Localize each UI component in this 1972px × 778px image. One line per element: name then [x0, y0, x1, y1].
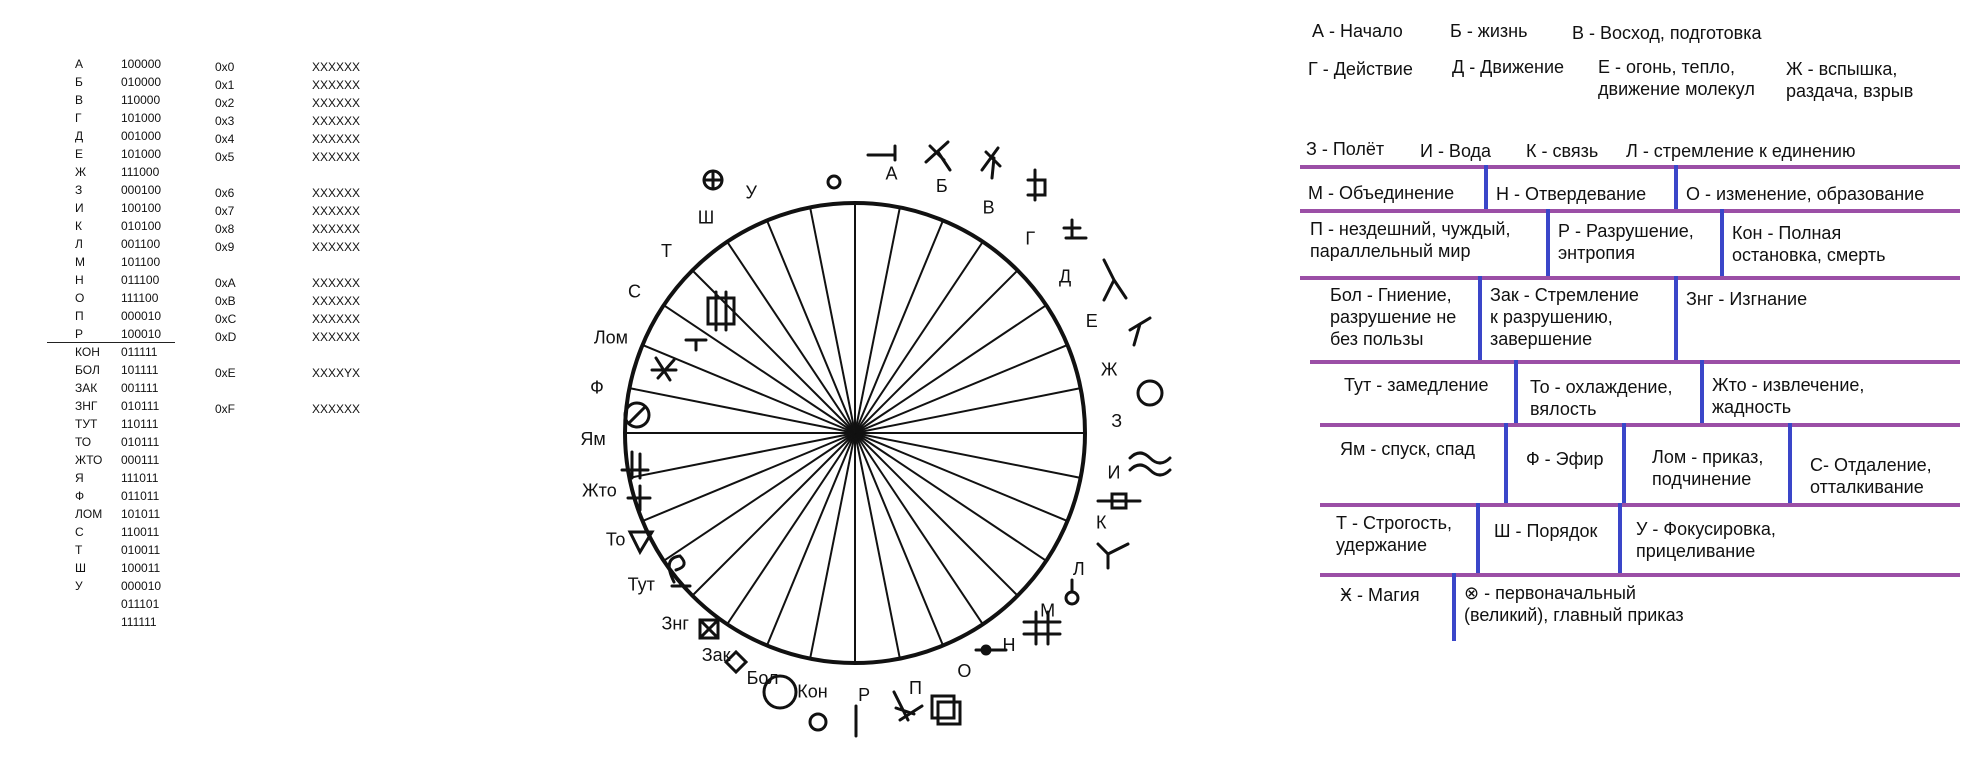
legend-sh: Ш - Порядок — [1494, 521, 1598, 541]
code-letter: ЗНГ — [75, 399, 98, 413]
divider — [1618, 503, 1622, 573]
legend-n: Н - Отвердевание — [1496, 184, 1647, 204]
wheel-label: Б — [935, 175, 948, 196]
wheel-label: Ж — [1100, 359, 1118, 380]
divider — [1720, 209, 1724, 276]
code-letter: Д — [75, 129, 84, 143]
hex-value: XXXXXX — [312, 60, 361, 74]
hex-code: 0x1 — [215, 78, 235, 92]
legend-v: В - Восход, подготовка — [1572, 23, 1762, 43]
code-bits: 101000 — [121, 111, 162, 125]
wheel-label: Е — [1085, 310, 1098, 331]
code-bits: 110011 — [121, 525, 160, 539]
code-bits: 000100 — [121, 183, 162, 197]
hex-value: XXXXXX — [312, 276, 361, 290]
code-bits: 111000 — [121, 165, 160, 179]
code-bits: 101111 — [121, 363, 159, 377]
divider — [1788, 423, 1792, 503]
legend-bol: Бол - Гниение, разрушение не без пользы — [1330, 285, 1457, 349]
glyph-zh-icon — [1130, 318, 1150, 345]
code-bits: 000010 — [121, 309, 162, 323]
code-letter: Ф — [75, 489, 85, 503]
wheel-label: Л — [1072, 559, 1085, 580]
legend-l: Л - стремление к единению — [1626, 141, 1856, 161]
legend-zhto: Жто - извлечение, жадность — [1712, 375, 1865, 417]
hex-code: 0x4 — [215, 132, 235, 146]
wheel-label: Жто — [582, 480, 617, 501]
divider — [1452, 573, 1456, 641]
legend-r: Р - Разрушение, энтропия — [1558, 221, 1694, 263]
divider — [1674, 276, 1678, 360]
divider — [1476, 503, 1480, 573]
letter-wheel — [500, 140, 1220, 770]
code-bits: 100100 — [121, 201, 162, 215]
hex-code: 0xD — [215, 330, 237, 344]
code-bits: 011111 — [121, 345, 158, 359]
divider — [1478, 276, 1482, 360]
wheel-spoke — [855, 433, 1018, 596]
legend-t: Т - Строгость, удержание — [1336, 513, 1453, 555]
divider — [1484, 165, 1488, 209]
wheel-spoke — [855, 270, 1018, 433]
code-letter: Ш — [75, 561, 86, 575]
wheel-label: Ш — [697, 207, 715, 228]
hex-code: 0xE — [215, 366, 236, 380]
divider — [1700, 360, 1704, 423]
divider — [1674, 165, 1678, 209]
wheel-label: Ям — [580, 429, 606, 450]
hex-value: XXXXYX — [312, 366, 361, 380]
wheel-label: Знг — [661, 613, 689, 634]
legend-zak: Зак - Стремление к разрушению, завершение — [1490, 285, 1639, 349]
glyph-a-icon — [868, 146, 895, 160]
rule — [1300, 276, 1960, 280]
glyph-bol-icon — [810, 714, 826, 730]
legend-lom: Лом - приказ, подчинение — [1652, 447, 1764, 489]
legend-i: И - Вода — [1420, 141, 1492, 161]
hex-value: XXXXXX — [312, 330, 361, 344]
hex-code: 0xB — [215, 294, 236, 308]
code-bits: 011011 — [121, 489, 160, 503]
glyph-d-icon — [1064, 220, 1086, 238]
code-bits: 101100 — [121, 255, 161, 269]
glyph-p-icon — [932, 696, 954, 718]
legend-primordial: ⊗ - первоначальный (великий), главный приказ — [1464, 583, 1684, 625]
glyph-l-icon — [1098, 544, 1128, 568]
divider — [1622, 423, 1626, 503]
legend-s: С- Отдаление, отталкивание — [1810, 455, 1932, 497]
glyph-b-icon — [926, 142, 950, 170]
hex-code: 0x0 — [215, 60, 235, 74]
legend-zng: Знг - Изгнание — [1686, 289, 1808, 309]
table-divider — [47, 342, 175, 343]
code-letter: ЛОМ — [75, 507, 103, 521]
rule — [1320, 573, 1960, 577]
wheel-label: Тут — [627, 574, 655, 595]
code-letter: КОН — [75, 345, 100, 359]
hex-value: XXXXXX — [312, 312, 361, 326]
code-bits: 100000 — [121, 57, 162, 71]
code-bits: 110111 — [121, 417, 159, 431]
code-letter: О — [75, 291, 85, 305]
code-letter: Я — [75, 471, 84, 485]
wheel-label: В — [982, 197, 995, 218]
code-letter: И — [75, 201, 84, 215]
code-letter: Л — [75, 237, 83, 251]
hex-value: XXXXXX — [312, 96, 361, 110]
legend-e: Е - огонь, тепло, движение молекул — [1598, 57, 1755, 99]
glyph-v-icon — [982, 148, 1000, 178]
legend-b: Б - жизнь — [1450, 21, 1528, 41]
wheel-label: Г — [1025, 228, 1036, 249]
hex-code: 0x8 — [215, 222, 235, 236]
code-bits: 100011 — [121, 561, 161, 575]
rule — [1300, 209, 1960, 213]
code-bits: 010100 — [121, 219, 162, 233]
code-bits: 100010 — [121, 327, 162, 341]
code-bits: 001100 — [121, 237, 161, 251]
hex-code: 0xF — [215, 402, 236, 416]
legend-o: О - изменение, образование — [1686, 184, 1925, 204]
code-letter: Р — [75, 327, 84, 341]
hex-value: XXXXXX — [312, 204, 361, 218]
wheel-label: У — [745, 182, 757, 203]
hex-value: XXXXXX — [312, 294, 361, 308]
glyph-zhto-icon — [630, 532, 652, 552]
legend-d: Д - Движение — [1452, 57, 1565, 77]
wheel-label: К — [1095, 512, 1107, 533]
wheel-label: То — [605, 529, 626, 550]
code-bits: 101000 — [121, 147, 162, 161]
legend-magic: Ӿ - Магия — [1340, 585, 1420, 605]
hex-code: 0x7 — [215, 204, 235, 218]
code-letter: Б — [75, 75, 83, 89]
wheel-label: З — [1111, 410, 1123, 431]
code-letter: К — [75, 219, 82, 233]
legend-yam: Ям - спуск, спад — [1340, 439, 1476, 459]
wheel-label: А — [885, 163, 898, 184]
code-letter: В — [75, 93, 84, 107]
wheel-label: Т — [661, 240, 673, 261]
code-letter: Ж — [75, 165, 87, 179]
legend-f: Ф - Эфир — [1526, 449, 1604, 469]
legend-zh: Ж - вспышка, раздача, взрыв — [1786, 59, 1914, 101]
wheel-label: Кон — [797, 681, 828, 702]
glyph-m-icon — [1066, 592, 1078, 604]
code-bits: 010011 — [121, 543, 161, 557]
code-letter: ТО — [75, 435, 92, 449]
code-bits: 101011 — [121, 507, 161, 521]
code-bits: 111100 — [121, 291, 159, 305]
wheel-label: О — [957, 661, 972, 682]
hex-code: 0x3 — [215, 114, 235, 128]
glyph-sh-icon — [708, 298, 734, 324]
glyph-i-icon — [1130, 453, 1170, 475]
hex-value: XXXXXX — [312, 114, 361, 128]
code-letter: БОЛ — [75, 363, 100, 377]
code-letter: Т — [75, 543, 83, 557]
rule — [1300, 165, 1960, 169]
wheel-label: М — [1040, 600, 1056, 621]
code-bits: 010000 — [121, 75, 162, 89]
legend-a: А - Начало — [1312, 21, 1403, 41]
hex-value: XXXXXX — [312, 222, 361, 236]
code-letter: А — [75, 57, 84, 71]
code-bits: 011101 — [121, 597, 160, 611]
legend-kon: Кон - Полная остановка, смерть — [1732, 223, 1886, 265]
divider — [1546, 209, 1550, 276]
wheel-label: Ф — [590, 377, 604, 398]
rule — [1320, 503, 1960, 507]
glyph-g-icon — [1028, 170, 1045, 200]
glyph-z-icon — [1138, 381, 1162, 405]
wheel-label: С — [627, 281, 641, 302]
glyph-e-icon — [1104, 260, 1126, 300]
wheel-label: Н — [1002, 634, 1016, 655]
code-bits: 110000 — [121, 93, 161, 107]
code-letter: Г — [75, 111, 82, 125]
wheel-label: Лом — [593, 327, 629, 348]
code-bits: 111011 — [121, 471, 159, 485]
code-bits: 000111 — [121, 453, 160, 467]
wheel-label: Бол — [746, 668, 779, 689]
wheel-spoke — [692, 433, 855, 596]
legend-to: То - охлаждение, вялость — [1530, 377, 1673, 419]
code-bits: 111111 — [121, 615, 157, 629]
legend-z: З - Полёт — [1306, 139, 1385, 159]
wheel-label: Р — [858, 684, 871, 705]
code-letter: ТУТ — [75, 417, 98, 431]
legend-u: У - Фокусировка, прицеливание — [1636, 519, 1776, 561]
code-bits: 011100 — [121, 273, 160, 287]
code-bits: 010111 — [121, 399, 160, 413]
code-letter: Н — [75, 273, 84, 287]
code-letter: У — [75, 579, 83, 593]
hex-code: 0x2 — [215, 96, 235, 110]
hex-code: 0xC — [215, 312, 237, 326]
legend-p: П - нездешний, чуждый, параллельный мир — [1310, 219, 1511, 261]
legend-m: М - Объединение — [1308, 183, 1455, 203]
hex-code: 0x5 — [215, 150, 235, 164]
code-letter: П — [75, 309, 84, 323]
wheel-label: Зак — [701, 645, 731, 666]
glyph-t-icon — [686, 340, 706, 350]
hex-value: XXXXXX — [312, 150, 361, 164]
legend-tut: Тут - замедление — [1344, 375, 1489, 395]
hex-value: XXXXXX — [312, 186, 361, 200]
legend-g: Г - Действие — [1308, 59, 1413, 79]
code-bits: 010111 — [121, 435, 160, 449]
code-letter: С — [75, 525, 84, 539]
rule — [1320, 423, 1960, 427]
wheel-label: И — [1107, 462, 1121, 483]
hex-value: XXXXXX — [312, 132, 361, 146]
code-letter: ЖТО — [75, 453, 103, 467]
code-letter: З — [75, 183, 83, 197]
hex-code: 0x6 — [215, 186, 235, 200]
code-letter: М — [75, 255, 85, 269]
hex-code: 0x9 — [215, 240, 235, 254]
code-letter: ЗАК — [75, 381, 98, 395]
divider — [1514, 360, 1518, 423]
divider — [1504, 423, 1508, 503]
wheel-label: П — [908, 677, 922, 698]
glyph-primordial-icon — [828, 176, 840, 188]
hex-code: 0xA — [215, 276, 236, 290]
rule — [1310, 360, 1960, 364]
hex-value: XXXXXX — [312, 78, 361, 92]
hex-value: XXXXXX — [312, 402, 361, 416]
hex-value: XXXXXX — [312, 240, 361, 254]
code-letter: Е — [75, 147, 84, 161]
code-bits: 001000 — [121, 129, 162, 143]
code-bits: 000010 — [121, 579, 162, 593]
glyph-s-icon — [652, 358, 676, 380]
code-bits: 001111 — [121, 381, 159, 395]
glyph-zak-icon — [764, 676, 796, 708]
wheel-label: Д — [1059, 266, 1072, 287]
legend-k: К - связь — [1526, 141, 1599, 161]
